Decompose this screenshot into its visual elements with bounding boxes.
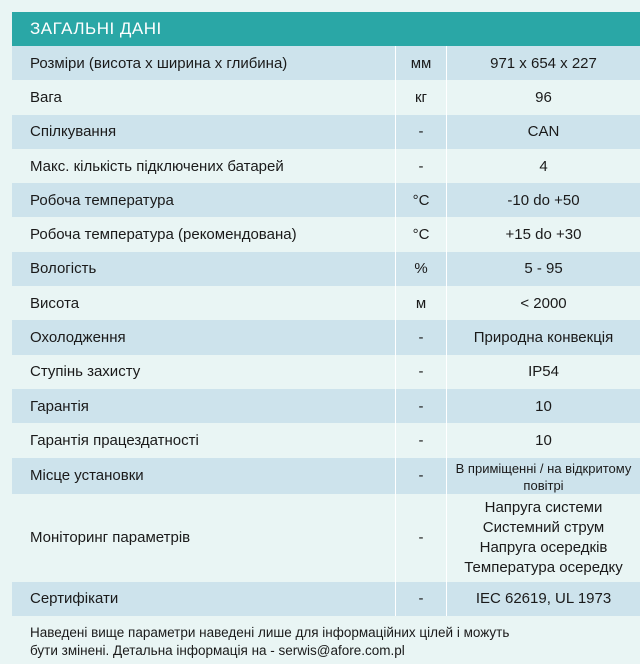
param-value: 5 - 95	[524, 260, 563, 278]
section-title: ЗАГАЛЬНІ ДАНІ	[30, 19, 162, 38]
param-unit: -	[396, 320, 447, 354]
table-row	[12, 149, 640, 183]
table-row	[12, 252, 640, 286]
param-unit: -	[396, 458, 447, 494]
table-row	[12, 217, 640, 251]
param-value: +15 do +30	[505, 226, 582, 244]
param-unit: мм	[396, 46, 447, 80]
param-name: Гарантія працездатності	[12, 423, 396, 457]
table-row	[12, 423, 640, 457]
param-unit: -	[396, 355, 447, 389]
param-unit: кг	[396, 80, 447, 114]
param-value: Природна конвекція	[473, 329, 614, 347]
specs-table	[12, 46, 640, 616]
param-name: Місце установки	[12, 458, 396, 494]
table-row	[12, 115, 640, 149]
param-name: Ступінь захисту	[12, 355, 396, 389]
param-value: 4	[539, 157, 548, 175]
param-unit: -	[396, 494, 447, 582]
param-unit: -	[396, 115, 447, 149]
param-name: Сертифікати	[12, 582, 396, 616]
param-value: < 2000	[520, 294, 567, 312]
param-unit: -	[396, 149, 447, 183]
param-unit: °C	[396, 183, 447, 217]
param-name: Вага	[12, 80, 396, 114]
param-value: 96	[535, 88, 552, 106]
section-header	[12, 12, 640, 46]
table-row	[12, 183, 640, 217]
param-name: Охолодження	[12, 320, 396, 354]
param-value-line: Температура осередку	[464, 558, 623, 576]
table-row	[12, 494, 640, 582]
footnote	[30, 624, 620, 660]
param-value-line: Напруга осередків	[479, 538, 608, 556]
param-value-line: Системний струм	[482, 518, 605, 536]
param-unit: -	[396, 423, 447, 457]
table-row	[12, 355, 640, 389]
table-row	[12, 458, 640, 494]
param-value: В приміщенні / на відкритому повітрі	[455, 460, 632, 493]
table-row	[12, 389, 640, 423]
param-value: 10	[535, 397, 552, 415]
footnote-line: бути змінені. Детальна інформація на - serwis@afore.com.pl	[30, 643, 405, 658]
table-row	[12, 46, 640, 80]
param-name: Висота	[12, 286, 396, 320]
param-unit: -	[396, 582, 447, 616]
param-name: Робоча температура	[12, 183, 396, 217]
table-row	[12, 320, 640, 354]
param-value: CAN	[527, 123, 560, 141]
param-unit: °C	[396, 217, 447, 251]
param-value: IEC 62619, UL 1973	[475, 590, 612, 608]
param-name: Розміри (висота х ширина х глибина)	[12, 46, 396, 80]
param-name: Спілкування	[12, 115, 396, 149]
param-value-line: Напруга системи	[484, 498, 603, 516]
param-name: Гарантія	[12, 389, 396, 423]
param-name: Вологість	[12, 252, 396, 286]
table-row	[12, 582, 640, 616]
param-value: 10	[535, 431, 552, 449]
param-name: Моніторинг параметрів	[12, 494, 396, 582]
table-row	[12, 286, 640, 320]
param-value: -10 do +50	[507, 191, 580, 209]
param-value: 971 х 654 х 227	[490, 54, 597, 72]
table-row	[12, 80, 640, 114]
footnote-line: Наведені вище параметри наведені лише для інформаційних цілей і можуть	[30, 625, 510, 640]
param-unit: м	[396, 286, 447, 320]
param-value: IP54	[528, 363, 559, 381]
param-unit: -	[396, 389, 447, 423]
param-name: Макс. кількість підключених батарей	[12, 149, 396, 183]
param-unit: %	[396, 252, 447, 286]
param-value-list	[447, 494, 640, 582]
param-name: Робоча температура (рекомендована)	[12, 217, 396, 251]
